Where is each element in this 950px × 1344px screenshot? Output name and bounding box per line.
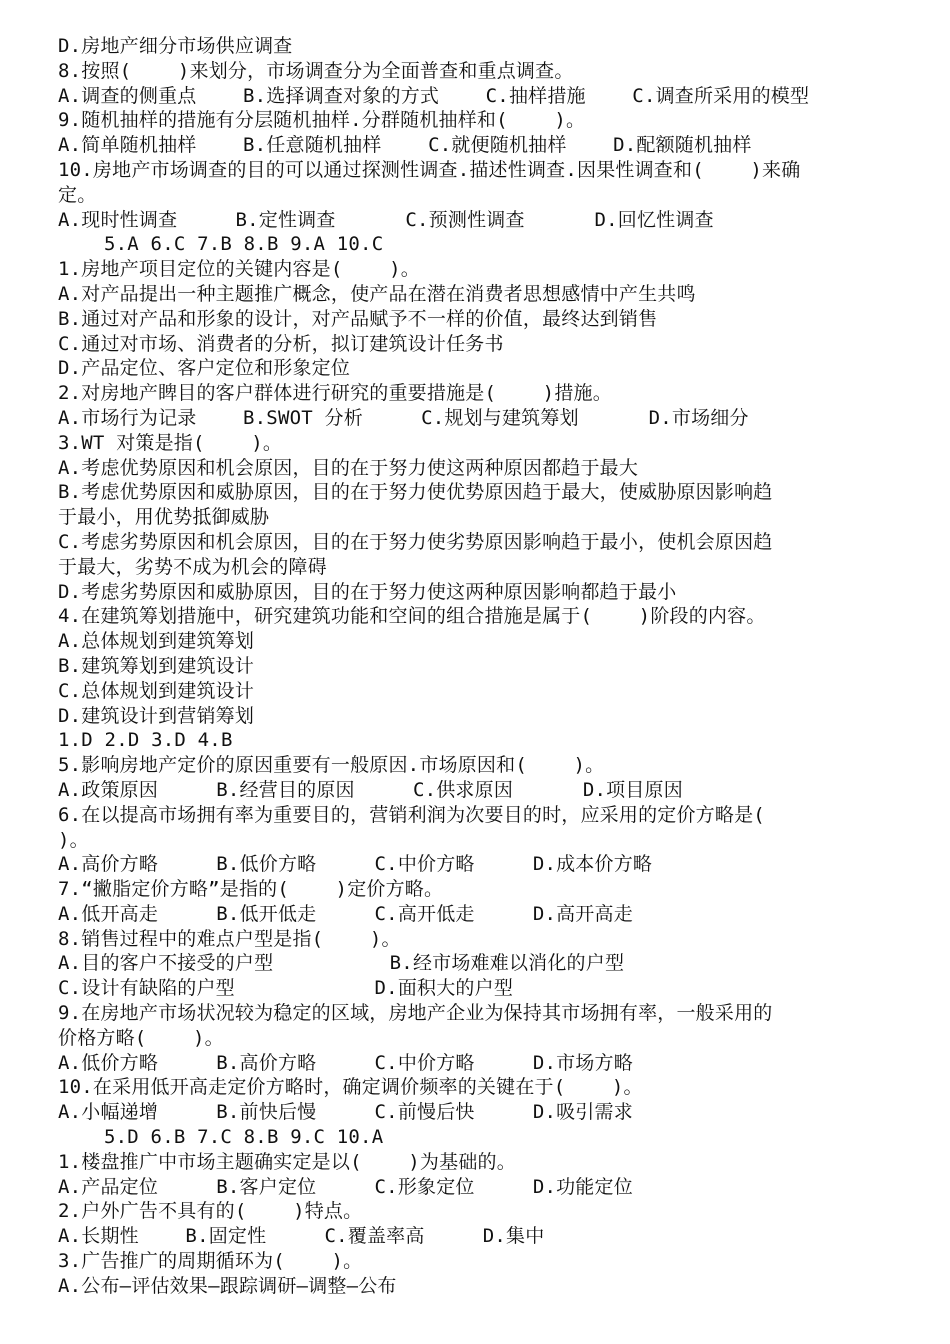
option-line-cont: 于最小，用优势抵御威胁 <box>58 506 270 529</box>
question-line: 5.影响房地产定价的原因重要有一般原因.市场原因和( )。 <box>58 754 605 777</box>
question-line: 2.户外广告不具有的( )特点。 <box>58 1200 363 1223</box>
options-line: A.高价方略 B.低价方略 C.中价方略 D.成本价方略 <box>58 853 653 876</box>
option-line: C.通过对市场、消费者的分析，拟订建筑设计任务书 <box>58 332 504 355</box>
option-line: C.总体规划到建筑设计 <box>58 679 255 702</box>
options-line: A.调查的侧重点 B.选择调查对象的方式 C.抽样措施 C.调查所采用的模型 <box>58 84 810 107</box>
option-line: B.考虑优势原因和威胁原因，目的在于努力使优势原因趋于最大，使威胁原因影响趋 <box>58 481 773 504</box>
options-line: A.简单随机抽样 B.任意随机抽样 C.就便随机抽样 D.配额随机抽样 <box>58 134 752 157</box>
option-line: B.建筑筹划到建筑设计 <box>58 654 255 677</box>
option-line: C.考虑劣势原因和机会原因，目的在于努力使劣势原因影响趋于最小，使机会原因趋 <box>58 530 773 553</box>
answer-key: 1.D 2.D 3.D 4.B <box>58 729 233 752</box>
options-line: A.低价方略 B.高价方略 C.中价方略 D.市场方略 <box>58 1051 633 1074</box>
option-line: A.对产品提出一种主题推广概念，使产品在潜在消费者思想感情中产生共鸣 <box>58 282 696 305</box>
question-line: 9.随机抽样的措施有分层随机抽样.分群随机抽样和( )。 <box>58 109 586 132</box>
options-line: C.设计有缺陷的户型 D.面积大的户型 <box>58 977 514 1000</box>
question-line: 3.广告推广的周期循环为( )。 <box>58 1250 363 1273</box>
document-page <box>58 34 898 1299</box>
option-line: B.通过对产品和形象的设计，对产品赋予不一样的价值，最终达到销售 <box>58 307 658 330</box>
option-line: D.建筑设计到营销筹划 <box>58 704 255 727</box>
options-line: A.目的客户不接受的户型 B.经市场难难以消化的户型 <box>58 952 625 975</box>
question-line: 10.在采用低开高走定价方略时，确定调价频率的关键在于( )。 <box>58 1076 643 1099</box>
question-line: 6.在以提高市场拥有率为重要目的，营销利润为次要目的时，应采用的定价方略是( <box>58 803 765 826</box>
question-line-cont: 价格方略( )。 <box>58 1026 224 1049</box>
options-line: A.市场行为记录 B.SWOT 分析 C.规划与建筑筹划 D.市场细分 <box>58 406 749 429</box>
question-line: 7.“撇脂定价方略”是指的( )定价方略。 <box>58 878 444 901</box>
question-line: 4.在建筑筹划措施中，研究建筑功能和空间的组合措施是属于( )阶段的内容。 <box>58 605 766 628</box>
text-line: D.房地产细分市场供应调查 <box>58 35 293 57</box>
question-line: 1.楼盘推广中市场主题确实定是以( )为基础的。 <box>58 1150 516 1173</box>
question-line: 8.销售过程中的难点户型是指( )。 <box>58 927 401 950</box>
options-line: A.政策原因 B.经营目的原因 C.供求原因 D.项目原因 <box>58 778 683 801</box>
question-line-cont: )。 <box>58 828 89 851</box>
options-line: A.长期性 B.固定性 C.覆盖率高 D.集中 <box>58 1225 545 1248</box>
option-line: D.考虑劣势原因和威胁原因，目的在于努力使这两种原因影响都趋于最小 <box>58 580 677 603</box>
option-line: D.产品定位、客户定位和形象定位 <box>58 357 351 380</box>
options-line: A.产品定位 B.客户定位 C.形象定位 D.功能定位 <box>58 1175 633 1198</box>
options-line: A.低开高走 B.低开低走 C.高开低走 D.高开高走 <box>58 902 633 925</box>
option-line: A.公布—评估效果—跟踪调研—调整—公布 <box>58 1274 397 1297</box>
option-line: A.总体规划到建筑筹划 <box>58 630 255 653</box>
options-line: A.小幅递增 B.前快后慢 C.前慢后快 D.吸引需求 <box>58 1101 633 1124</box>
question-line: 1.房地产项目定位的关键内容是( )。 <box>58 258 420 281</box>
option-line-cont: 于最大，劣势不成为机会的障碍 <box>58 555 327 578</box>
options-line: A.现时性调查 B.定性调查 C.预测性调查 D.回忆性调查 <box>58 208 714 231</box>
question-line: 2.对房地产睥目的客户群体进行研究的重要措施是( )措施。 <box>58 382 612 405</box>
question-line: 9.在房地产市场状况较为稳定的区域，房地产企业为保持其市场拥有率，一般采用的 <box>58 1002 773 1025</box>
answer-key: 5.A 6.C 7.B 8.B 9.A 10.C <box>104 233 384 256</box>
question-line: 3.WT 对策是指( )。 <box>58 431 283 454</box>
question-line: 10.房地产市场调查的目的可以通过探测性调查.描述性调查.因果性调查和( )来确 <box>58 158 801 181</box>
option-line: A.考虑优势原因和机会原因，目的在于努力使这两种原因都趋于最大 <box>58 456 639 479</box>
answer-key: 5.D 6.B 7.C 8.B 9.C 10.A <box>104 1126 384 1149</box>
question-line: 8.按照( )来划分，市场调查分为全面普查和重点调查。 <box>58 59 574 82</box>
question-line-cont: 定。 <box>58 183 97 206</box>
